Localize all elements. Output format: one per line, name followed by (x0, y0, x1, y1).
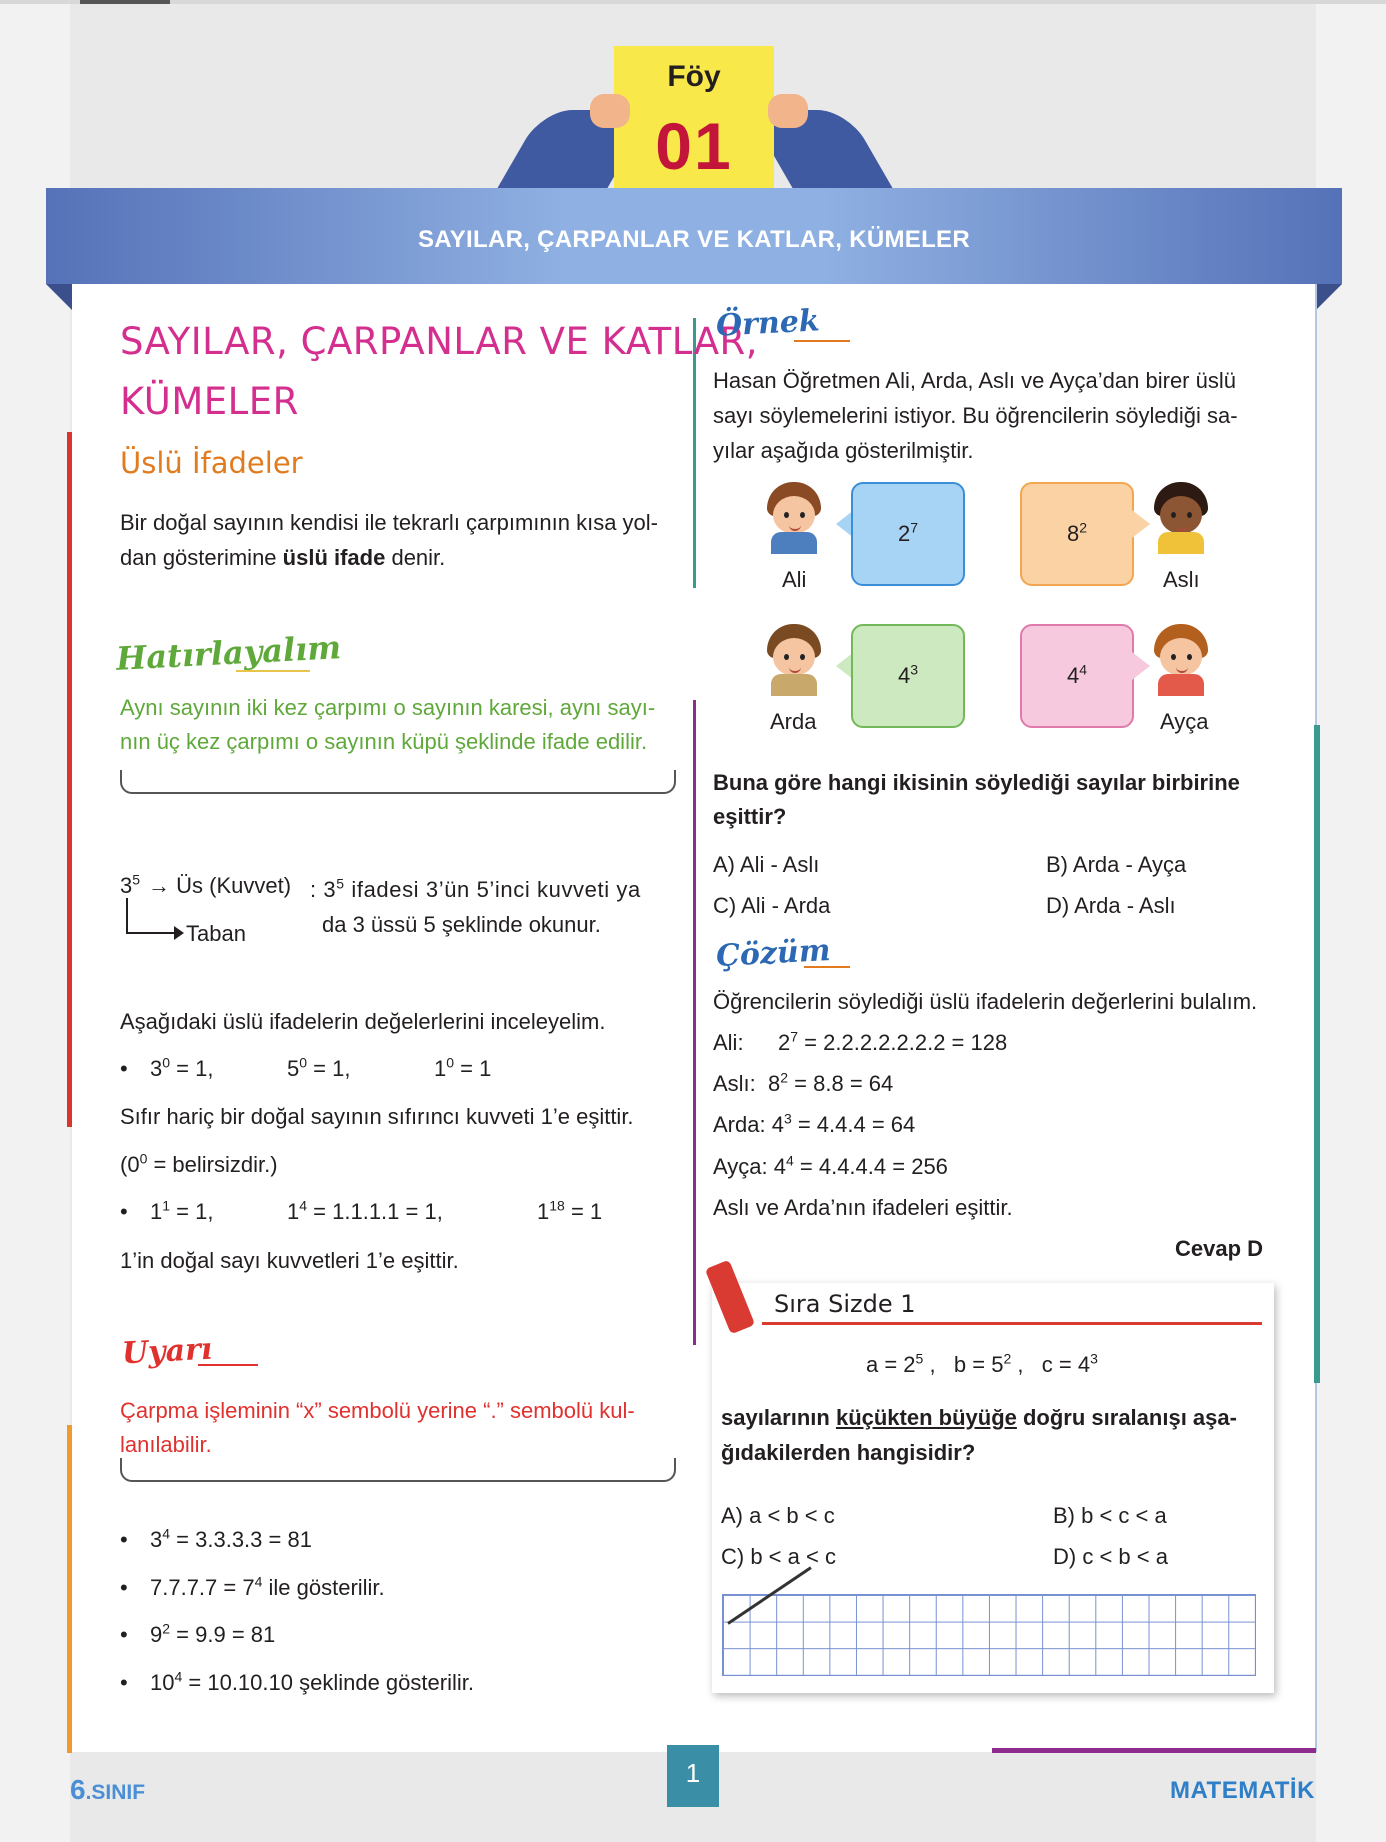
ayca-name: Ayça (1160, 709, 1209, 734)
top-scroll-indicator (0, 0, 1386, 4)
one-power-4: $1^4 = 1.1.1.1 = 1$, (287, 1197, 443, 1224)
exponent-arrow-label: → Üs (Kuvvet) (148, 873, 292, 898)
ali-illustration (763, 482, 825, 554)
uyari-underline (198, 1364, 258, 1366)
zero-power-5: $5^0 = 1$, (287, 1054, 351, 1081)
solution-ayca: Ayça: $4^4 = 4.4.4.4 = 256$ (713, 1152, 948, 1179)
solution-intro: Öğrencilerin söylediği üslü ifadelerin değerlerini bulalım. (713, 989, 1258, 1014)
hatirlayalim-bracket (120, 770, 676, 794)
foy-card (614, 46, 774, 188)
chapter-banner (46, 188, 1342, 284)
bubble-tail (1132, 652, 1150, 680)
banner-fold-left (46, 284, 72, 310)
ayca-bubble: $4^4$ (1020, 624, 1134, 728)
sira-question-line1: sayılarının küçükten büyüğe doğru sıralanışı aşa- (721, 1405, 1237, 1430)
examine-text: Aşağıdaki üslü ifadelerin değelerlerini inceleyelim. (120, 1009, 606, 1034)
bullet-dot: • (120, 1575, 128, 1600)
uyari-line2: lanılabilir. (120, 1432, 212, 1457)
definition-bold: üslü ifade (282, 545, 386, 570)
question-line1: Hasan Öğretmen Ali, Arda, Aslı ve Ayça’dan birer üslü (713, 368, 1236, 393)
foy-number: 01 (655, 109, 733, 183)
bullet-dot: • (120, 1622, 128, 1647)
foy-label: Föy (667, 60, 721, 93)
banner-title: SAYILAR, ÇARPANLAR VE KATLAR, KÜMELER (417, 226, 970, 253)
cozum-label: Çözüm (715, 933, 832, 974)
power-desc-line1: : $3^5$ ifadesi 3’ün 5’inci kuvveti ya (310, 875, 641, 902)
zero-power-1: $1^0 = 1$ (434, 1054, 492, 1081)
ali-name: Ali (782, 567, 807, 592)
hatirlayalim-line2: nın üç kez çarpımı o sayının küpü şeklinde ifade edilir. (120, 729, 648, 754)
sira-option-c: C) b < a < c (721, 1544, 836, 1569)
solution-arda: Arda: $4^3 = 4.4.4 = 64$ (713, 1110, 916, 1137)
question-line3: yılar aşağıda gösterilmiştir. (713, 438, 974, 463)
base-label: Taban (186, 921, 246, 946)
page-number: 1 (667, 1745, 719, 1807)
arda-name: Arda (770, 709, 817, 734)
question-bold-line1: Buna göre hangi ikisinin söylediği sayılar birbirine (713, 770, 1240, 795)
question-line2: sayı söylemelerini istiyor. Bu öğrencilerin söylediği sa- (713, 403, 1238, 428)
right-hand-illustration (768, 94, 808, 128)
option-c: C) Ali - Arda (713, 893, 831, 918)
main-title-line1: SAYILAR, ÇARPANLAR VE KATLAR, (120, 320, 759, 363)
ayca-illustration (1150, 624, 1212, 696)
asli-bubble: $8^2$ (1020, 482, 1134, 586)
sira-equation: $a = 2^5$ , $b = 5^2$ , $c = 4^3$ (866, 1350, 1098, 1377)
sira-option-a: A) a < b < c (721, 1503, 835, 1528)
solution-ali-label: Ali: (713, 1030, 744, 1055)
left-margin-bar-red (67, 432, 72, 1127)
sira-option-d: D) c < b < a (1053, 1544, 1168, 1569)
definition-line2: dan gösterimine üslü ifade denir. (120, 545, 446, 570)
bullet-dot: • (120, 1670, 128, 1695)
bullet-dot: • (120, 1199, 128, 1224)
bullet-item-2: $7.7.7.7 = 7^4$ ile gösterilir. (150, 1573, 385, 1600)
bullet-item-4: $10^4 = 10.10.10$ şeklinde gösterilir. (150, 1668, 474, 1695)
ali-bubble: $2^7$ (851, 482, 965, 586)
asli-illustration (1150, 482, 1212, 554)
hatirlayalim-line1: Aynı sayının iki kez çarpımı o sayının karesi, aynı sayı- (120, 695, 656, 720)
bullet-dot: • (120, 1527, 128, 1552)
ornek-underline (794, 340, 850, 342)
base-arrow-horizontal (126, 932, 178, 934)
cozum-underline (804, 966, 850, 968)
column-divider-purple (693, 700, 696, 1345)
banner-fold-right (1316, 284, 1342, 310)
sira-sizde-underline (762, 1322, 1262, 1325)
one-power-18: $1^{18} = 1$ (537, 1197, 603, 1224)
arda-illustration (763, 624, 825, 696)
base-arrow-vertical (126, 898, 128, 932)
right-margin-bar-teal (1314, 725, 1320, 1383)
bullet-dot: • (120, 1056, 128, 1081)
power-example: $3^5$ (120, 871, 141, 898)
zero-rule: Sıfır hariç bir doğal sayının sıfırıncı kuvveti 1’e eşittir. (120, 1104, 634, 1129)
one-power-1: $1^1 = 1$, (150, 1197, 214, 1224)
uyari-label: Uyarı (121, 1331, 214, 1372)
power-desc-line2: da 3 üssü 5 şeklinde okunur. (322, 912, 601, 937)
option-d: D) Arda - Aslı (1046, 893, 1176, 918)
bubble-tail (1132, 510, 1150, 538)
arda-bubble: $4^3$ (851, 624, 965, 728)
base-arrow-head (174, 926, 184, 940)
uyari-bracket (120, 1458, 676, 1482)
bullet-item-3: $9^2 = 9.9 = 81$ (150, 1620, 276, 1647)
left-margin-bar-orange (67, 1425, 72, 1753)
option-a: A) Ali - Aslı (713, 852, 820, 877)
main-title-line2: KÜMELER (120, 380, 299, 423)
definition-line1: Bir doğal sayının kendisi ile tekrarlı çarpımının kısa yol- (120, 510, 659, 535)
solution-conclusion: Aslı ve Arda’nın ifadeleri eşittir. (713, 1195, 1013, 1220)
sira-sizde-title: Sıra Sizde 1 (774, 1290, 916, 1318)
zero-power-3: $3^0 = 1$, (150, 1054, 214, 1081)
uyari-line1: Çarpma işleminin “x” sembolü yerine “.” sembolü kul- (120, 1398, 635, 1423)
section-subtitle: Üslü İfadeler (120, 446, 303, 480)
answer-label: Cevap D (1175, 1236, 1264, 1261)
answer-grid[interactable] (722, 1594, 1256, 1676)
option-b: B) Arda - Ayça (1046, 852, 1187, 877)
ornek-label: Örnek (715, 303, 821, 344)
hatirlayalim-underline (236, 670, 310, 672)
asli-name: Aslı (1163, 567, 1200, 592)
hatirlayalim-label: Hatırlayalım (115, 628, 342, 678)
sira-question-line2: ğıdakilerden hangisidir? (721, 1440, 976, 1465)
zero-note: ($0^0$ = belirsizdir.) (120, 1150, 278, 1177)
solution-ali: $2^7 = 2.2.2.2.2.2.2 = 128$ (778, 1028, 1008, 1055)
subject-label: MATEMATİK (1170, 1777, 1315, 1804)
sira-option-b: B) b < c < a (1053, 1503, 1167, 1528)
left-hand-illustration (590, 94, 630, 128)
question-bold-line2: eşittir? (713, 804, 787, 829)
footer-accent-line (992, 1748, 1316, 1753)
bullet-item-1: $3^4 = 3.3.3.3 = 81$ (150, 1525, 312, 1552)
one-rule: 1’in doğal sayı kuvvetleri 1’e eşittir. (120, 1248, 459, 1273)
grade-label: 6.SINIF (70, 1774, 146, 1805)
solution-asli: Aslı: $8^2 = 8.8 = 64$ (713, 1069, 894, 1096)
